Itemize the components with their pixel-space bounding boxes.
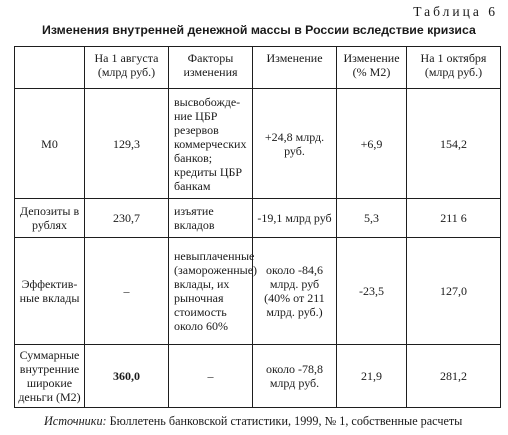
table-cell: 281,2 (407, 345, 501, 408)
header-cell: Изменение (% М2) (337, 47, 407, 89)
table-cell: 127,0 (407, 238, 501, 345)
header-cell: Факторы изменения (169, 47, 253, 89)
table-cell: -19,1 млрд руб (253, 199, 337, 238)
table-cell: 129,3 (85, 89, 169, 199)
table-cell: невыплаченные (замороженные) вклады, их рыночная стоимость около 60% (169, 238, 253, 345)
table-title: Изменения внутренней денежной массы в России вследствие кризиса (42, 23, 476, 37)
header-cell: На 1 августа (млрд руб.) (85, 47, 169, 89)
table-cell: 5,3 (337, 199, 407, 238)
table-cell: 211 6 (407, 199, 501, 238)
table-cell: изъятие вкладов (169, 199, 253, 238)
money-supply-table (14, 46, 501, 408)
table-cell: 154,2 (407, 89, 501, 199)
row-label: Суммарные внутренние широкие деньги (М2) (15, 345, 85, 408)
header-cell: Изменение (253, 47, 337, 89)
table-row (15, 89, 501, 199)
source-note (44, 414, 462, 429)
table-cell: -23,5 (337, 238, 407, 345)
table-cell: – (169, 345, 253, 408)
table-cell: +24,8 млрд. руб. (253, 89, 337, 199)
row-label: Эффектив-ные вклады (15, 238, 85, 345)
table-cell: 360,0 (85, 345, 169, 408)
table-cell: около -84,6 млрд. руб (40% от 211 млрд. руб.) (253, 238, 337, 345)
table-cell: +6,9 (337, 89, 407, 199)
table-number: Таблица 6 (413, 4, 498, 19)
header-cell: На 1 октября (млрд руб.) (407, 47, 501, 89)
table-cell: около -78,8 млрд руб. (253, 345, 337, 408)
row-label: М0 (15, 89, 85, 199)
table-row (15, 199, 501, 238)
header-row (15, 47, 501, 89)
table-row (15, 345, 501, 408)
source-text: Бюллетень банковской статистики, 1999, № 1, собственные расчеты (109, 414, 463, 428)
table-cell: высвобожде-ние ЦБР резервов коммерческих банков; кредиты ЦБР банкам (169, 89, 253, 199)
table-cell: – (85, 238, 169, 345)
table-row (15, 238, 501, 345)
row-label: Депозиты в рублях (15, 199, 85, 238)
table-cell: 21,9 (337, 345, 407, 408)
table-cell: 230,7 (85, 199, 169, 238)
header-cell (15, 47, 85, 89)
source-label: Источники: (44, 414, 107, 428)
